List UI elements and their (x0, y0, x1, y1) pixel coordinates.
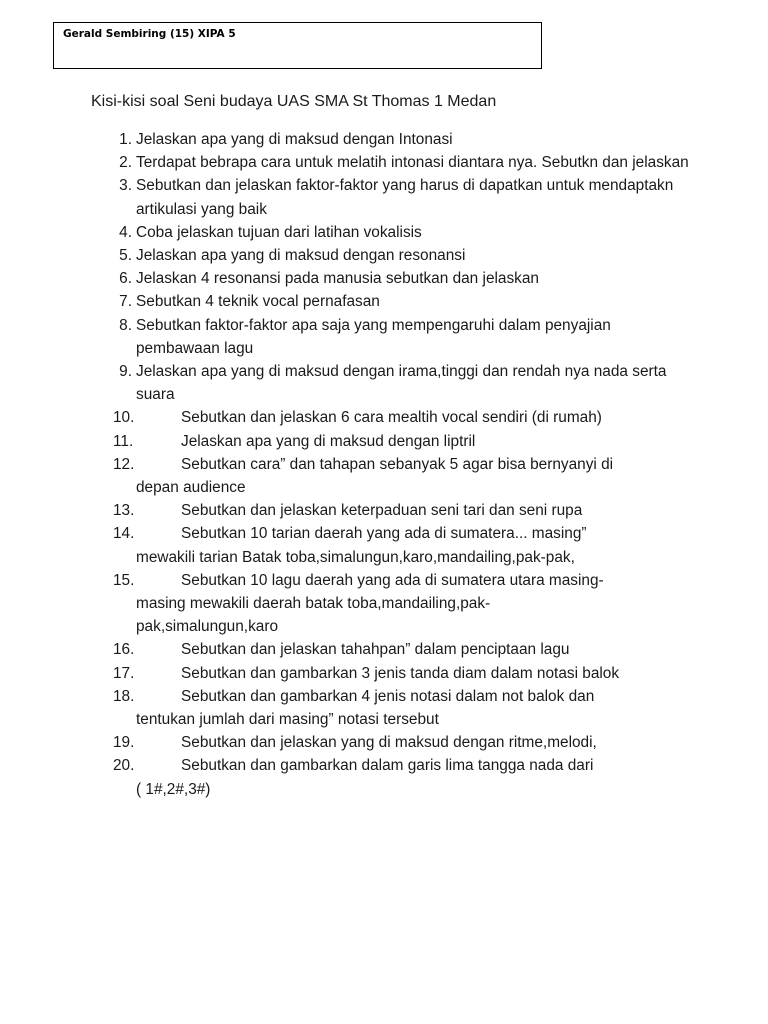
question-number: 14. (113, 525, 135, 543)
question-text: Jelaskan apa yang di maksud dengan Intonasi (136, 131, 453, 148)
question-text: Sebutkan 10 tarian daerah yang ada di sumatera... masing” (181, 525, 587, 543)
question-text: Sebutkan faktor-faktor apa saja yang mempengaruhi dalam penyajian pembawaan lagu (136, 316, 611, 357)
question-text: Sebutkan dan jelaskan yang di maksud dengan ritme,melodi, (181, 734, 597, 752)
question-text: Sebutkan dan jelaskan tahahpan” dalam penciptaan lagu (181, 641, 570, 659)
question-text-continued: pak,simalungun,karo (136, 618, 279, 636)
question-number: 8. (119, 316, 132, 334)
question-item (110, 731, 690, 754)
question-text: Jelaskan apa yang di maksud dengan liptril (181, 432, 476, 450)
question-number: 6. (119, 270, 132, 288)
question-number: 11. (113, 432, 134, 450)
question-item (110, 453, 690, 499)
question-item (110, 267, 690, 290)
question-text: Terdapat bebrapa cara untuk melatih intonasi diantara nya. Sebutkn dan jelaskan (136, 154, 689, 172)
question-item (110, 754, 690, 800)
question-text-continued: mewakili tarian Batak toba,simalungun,karo,mandailing,pak-pak, (136, 548, 575, 566)
question-text-continued: depan audience (136, 479, 246, 497)
question-text: Sebutkan dan jelaskan keterpaduan seni tari dan seni rupa (181, 502, 583, 520)
student-name: Gerald Sembiring (15) XIPA 5 (63, 28, 236, 40)
student-name-box (53, 22, 542, 69)
question-item (110, 685, 690, 731)
question-number: 12. (113, 455, 135, 473)
question-number: 10. (113, 409, 135, 427)
question-number: 15. (113, 571, 135, 589)
question-text: Sebutkan dan gambarkan 4 jenis notasi dalam not balok dan (181, 687, 595, 705)
question-text: Sebutkan dan gambarkan dalam garis lima tangga nada dari (181, 757, 594, 775)
question-item (110, 221, 690, 244)
question-item (110, 314, 690, 360)
document-title: Kisi-kisi soal Seni budaya UAS SMA St Thomas 1 Medan (91, 93, 497, 110)
question-number: 16. (113, 641, 135, 659)
question-item (110, 360, 690, 406)
question-number: 3. (119, 177, 132, 195)
question-item (110, 569, 690, 639)
question-text: Sebutkan cara” dan tahapan sebanyak 5 agar bisa bernyanyi di (181, 455, 614, 473)
question-text-continued: ( 1#,2#,3#) (136, 780, 211, 798)
question-text: Sebutkan 10 lagu daerah yang ada di sumatera utara masing- (181, 571, 604, 589)
question-number: 9. (119, 363, 132, 381)
question-number: 7. (119, 293, 132, 311)
question-number: 18. (113, 687, 135, 705)
question-item (110, 128, 690, 151)
question-number: 5. (119, 247, 132, 265)
question-text: Jelaskan apa yang di maksud dengan irama,tinggi dan rendah nya nada serta suara (136, 363, 667, 404)
question-text: Jelaskan apa yang di maksud dengan resonansi (136, 247, 466, 265)
question-number: 1. (119, 131, 132, 148)
question-text: Jelaskan 4 resonansi pada manusia sebutkan dan jelaskan (136, 270, 539, 288)
question-text: Sebutkan dan jelaskan 6 cara mealtih vocal sendiri (di rumah) (181, 409, 602, 427)
question-number: 13. (113, 502, 135, 520)
question-list (110, 128, 690, 801)
question-text-continued: masing mewakili daerah batak toba,mandailing,pak- (136, 595, 491, 613)
question-item (110, 662, 690, 685)
question-text: Sebutkan dan jelaskan faktor-faktor yang harus di dapatkan untuk mendaptakn artikulasi yang baik (136, 177, 674, 218)
question-item (110, 499, 690, 522)
question-item (110, 522, 690, 568)
question-text-continued: tentukan jumlah dari masing” notasi tersebut (136, 711, 439, 729)
question-item (110, 290, 690, 313)
question-item (110, 244, 690, 267)
question-number: 2. (119, 154, 132, 172)
question-number: 4. (119, 223, 132, 241)
question-item (110, 430, 690, 453)
question-number: 17. (113, 664, 135, 682)
question-text: Sebutkan 4 teknik vocal pernafasan (136, 293, 380, 311)
question-item (110, 151, 690, 174)
question-number: 20. (113, 757, 135, 775)
question-number: 19. (113, 734, 135, 752)
question-text: Sebutkan dan gambarkan 3 jenis tanda diam dalam notasi balok (181, 664, 620, 682)
question-item (110, 406, 690, 429)
question-text: Coba jelaskan tujuan dari latihan vokalisis (136, 223, 422, 241)
question-item (110, 174, 690, 220)
question-item (110, 638, 690, 661)
